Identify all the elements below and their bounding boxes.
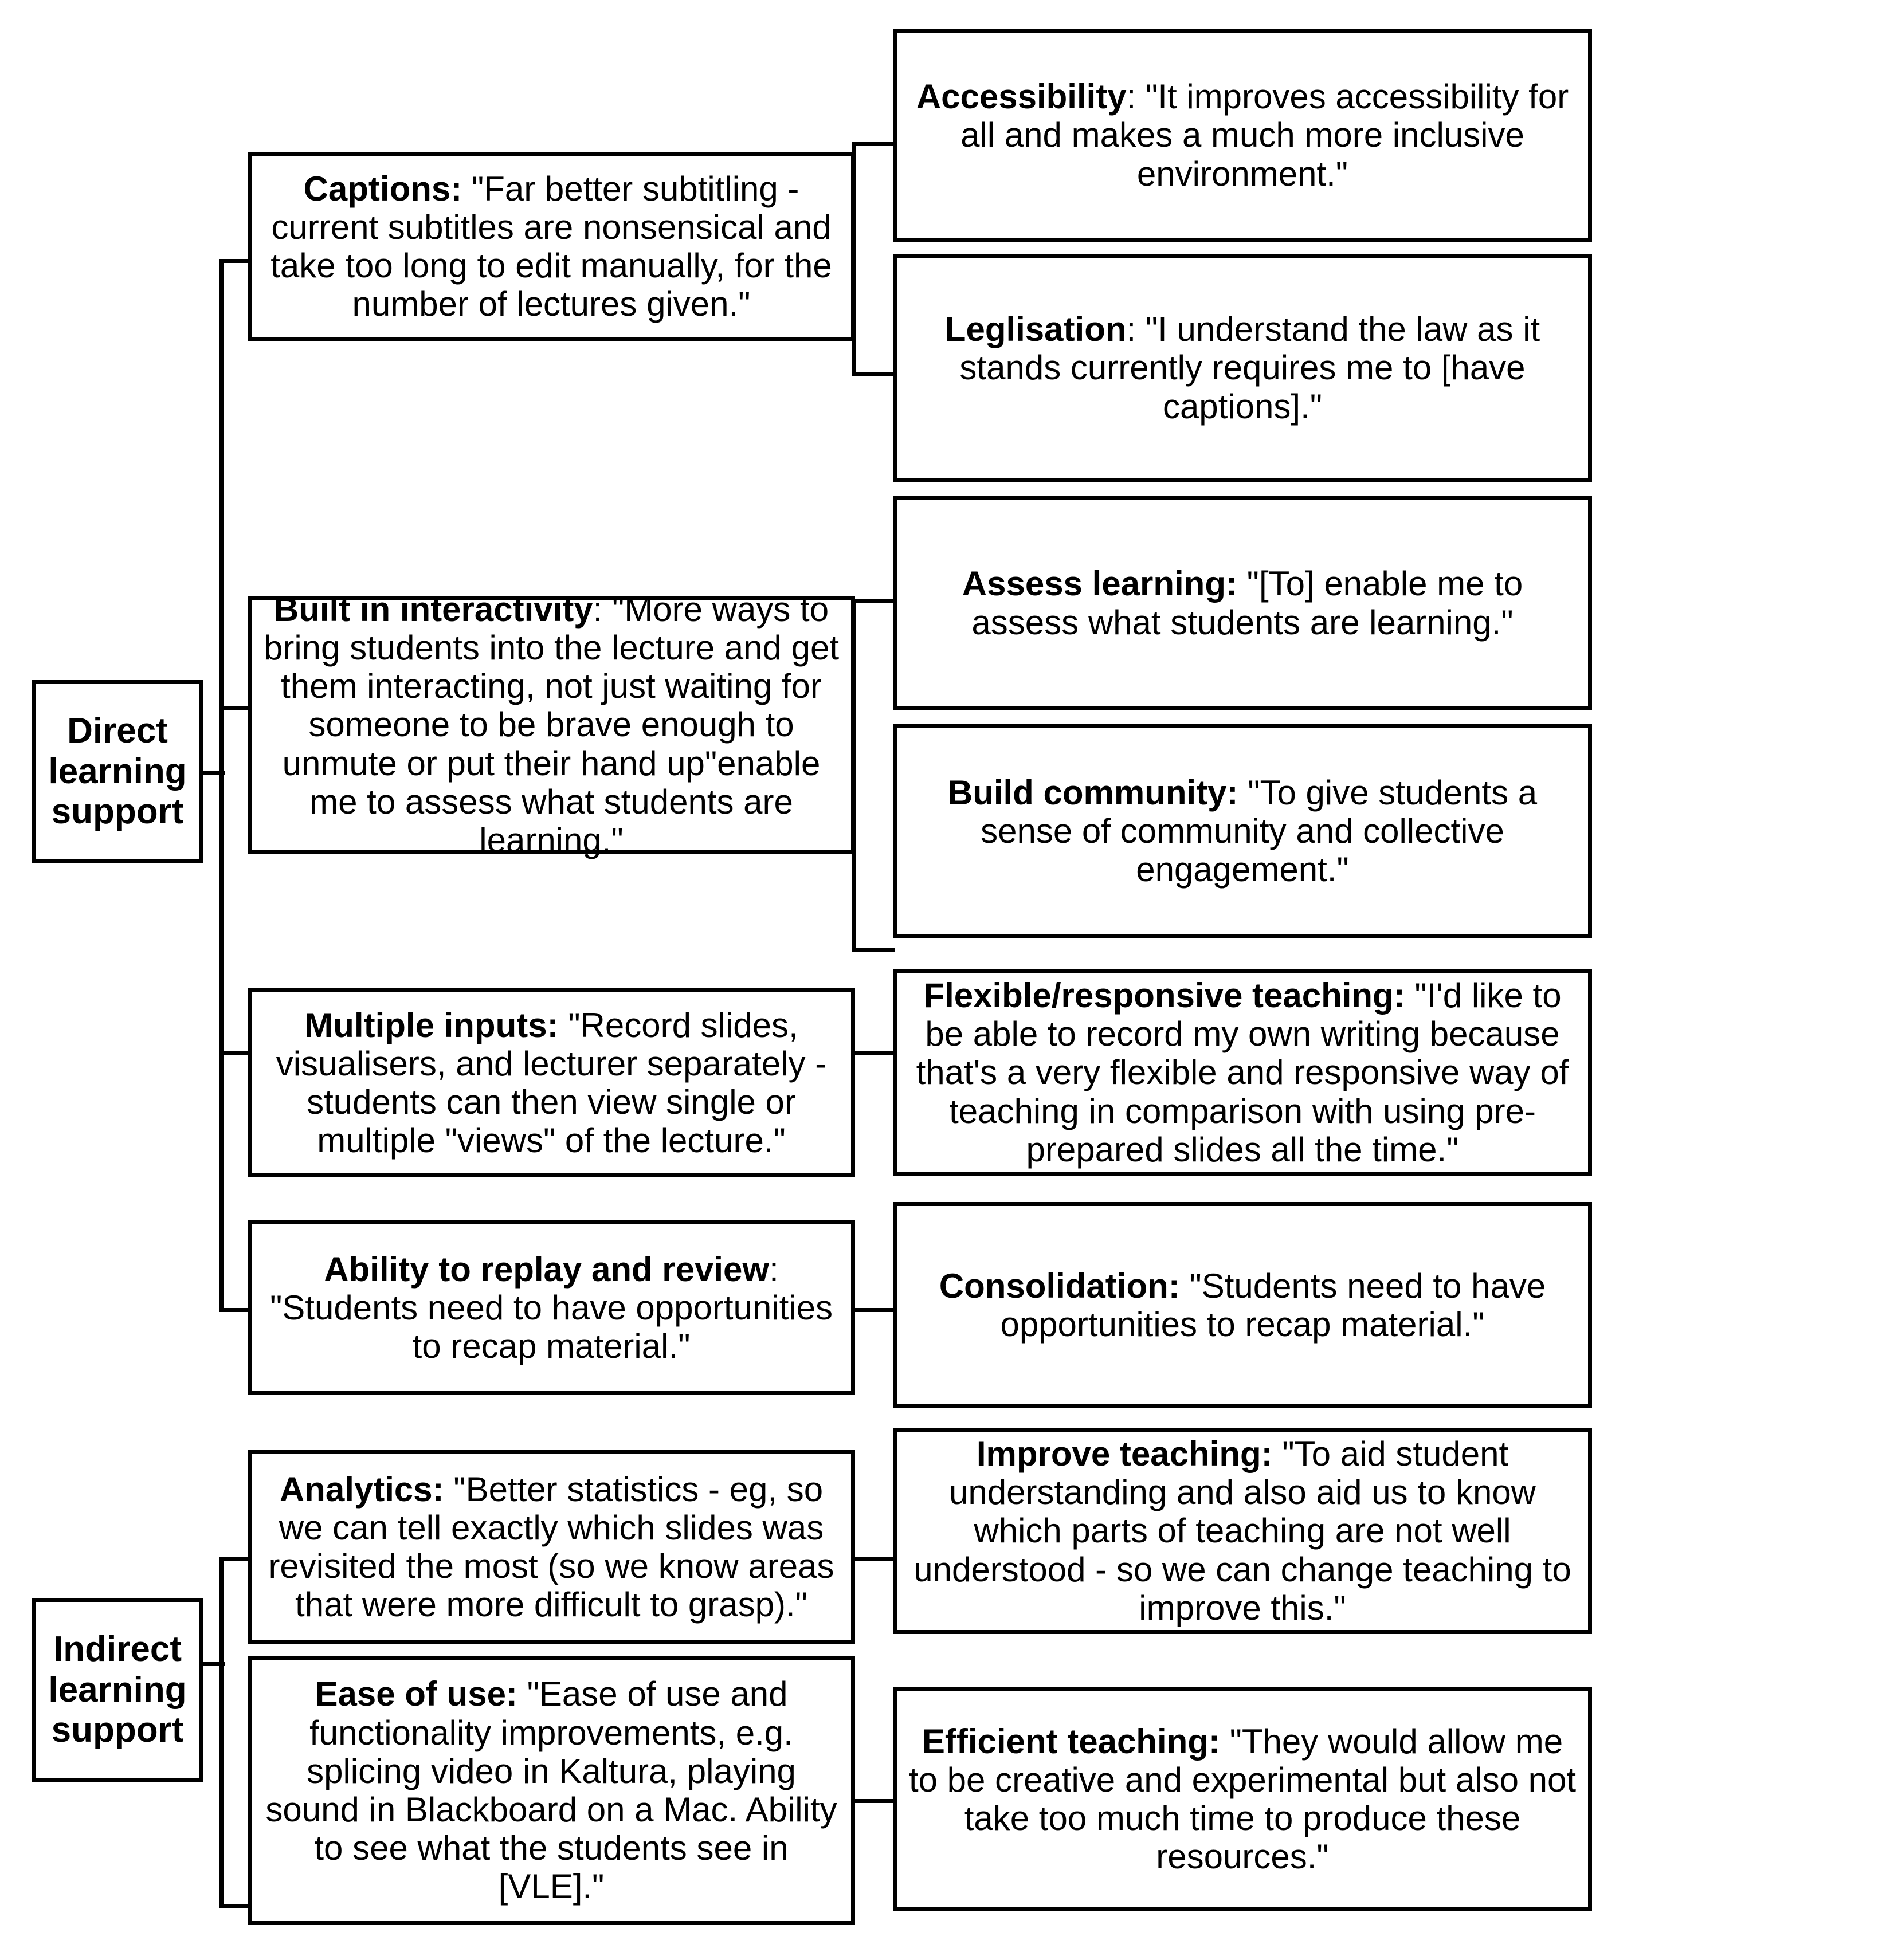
node-captions-text bbox=[260, 170, 843, 324]
root-node-direct-label: Direct learning support bbox=[48, 710, 187, 832]
node-efficient-teaching[interactable] bbox=[893, 1687, 1592, 1911]
node-improve-teaching[interactable] bbox=[893, 1428, 1592, 1634]
node-multiple-inputs-quote: "Record slides, visualisers, and lecturer separately - students can then view single or multiple "views" of the lecture." bbox=[276, 1005, 827, 1160]
node-ease-of-use-label: Ease of use: bbox=[315, 1675, 517, 1714]
connector-direct-to-captions bbox=[219, 259, 251, 263]
connector-interactivity-to-community bbox=[852, 948, 895, 952]
node-consolidation-label: Consolidation: bbox=[939, 1266, 1180, 1305]
node-improve-teaching-text bbox=[905, 1435, 1580, 1627]
node-ability-to-replay-and-review-quote: : "Students need to have opportunities to recap material." bbox=[269, 1250, 833, 1366]
node-build-community-label: Build community: bbox=[947, 773, 1238, 812]
node-build-community-quote: "To give students a sense of community and collective engagement." bbox=[981, 773, 1538, 889]
node-consolidation-text bbox=[905, 1267, 1580, 1344]
node-leglisation[interactable] bbox=[893, 254, 1592, 482]
node-ease-of-use[interactable] bbox=[248, 1656, 855, 1925]
node-accessibility-quote: : "It improves accessibility for all and makes a much more inclusive environment." bbox=[960, 77, 1569, 193]
node-ability-to-replay-and-review-text bbox=[260, 1250, 843, 1366]
node-leglisation-quote: : "I understand the law as it stands currently requires me to [have captions]." bbox=[959, 310, 1540, 426]
node-ease-of-use-quote: "Ease of use and functionality improvements, e.g. splicing video in Kaltura, playing sound in Blackboard on a Mac. Ability to see what the students see in [VLE]." bbox=[265, 1675, 837, 1906]
connector-captions-to-leglisation bbox=[852, 372, 895, 376]
connector-interactivity-to-assess bbox=[852, 599, 895, 603]
root-node-indirect-label: Indirect learning support bbox=[48, 1629, 187, 1750]
node-captions[interactable] bbox=[248, 152, 855, 341]
connector-captions-to-accessibility bbox=[852, 142, 895, 146]
node-accessibility[interactable] bbox=[893, 29, 1592, 242]
connector-indirect-stub bbox=[202, 1662, 225, 1666]
node-ease-of-use-text bbox=[260, 1675, 843, 1906]
node-improve-teaching-label: Improve teaching: bbox=[976, 1435, 1273, 1474]
node-analytics-quote: "Better statistics - eg, so we can tell exactly which slides was revisited the most (so we know areas that were more difficult to grasp)." bbox=[268, 1470, 834, 1624]
node-built-in-interactivity-text bbox=[260, 590, 843, 859]
node-built-in-interactivity-quote: : "More ways to bring students into the lecture and get them interacting, not just waiting for someone to be brave enough to unmute or put their hand up"enable me to assess what students are learning." bbox=[263, 590, 839, 859]
node-accessibility-label: Accessibility bbox=[916, 77, 1127, 116]
node-flexible-responsive-teaching-label: Flexible/responsive teaching: bbox=[923, 976, 1405, 1015]
connector-direct-stub bbox=[202, 771, 225, 775]
node-built-in-interactivity-label: Built in interactivity bbox=[273, 590, 593, 629]
connector-direct-to-interactivity bbox=[219, 706, 251, 710]
node-efficient-teaching-quote: "They would allow me to be creative and experimental but also not take too much time to produce these resources." bbox=[908, 1722, 1577, 1876]
connector-direct-to-multiple-inputs bbox=[219, 1051, 251, 1055]
node-flexible-responsive-teaching-quote: "I'd like to be able to record my own writing because that's a very flexible and responsive way of teaching in comparison with using pre-prepared slides all the time." bbox=[916, 976, 1569, 1169]
node-analytics-label: Analytics: bbox=[279, 1470, 444, 1509]
connector-indirect-to-analytics bbox=[219, 1557, 251, 1561]
root-node-indirect-learning-support[interactable] bbox=[32, 1598, 203, 1782]
node-multiple-inputs-text bbox=[260, 1006, 843, 1160]
node-ability-to-replay-and-review[interactable] bbox=[248, 1220, 855, 1395]
node-built-in-interactivity[interactable] bbox=[248, 590, 855, 859]
node-build-community-text bbox=[905, 773, 1580, 889]
node-assess-learning[interactable] bbox=[893, 496, 1592, 710]
node-flexible-responsive-teaching[interactable] bbox=[893, 969, 1592, 1176]
connector-direct-to-replay bbox=[219, 1308, 251, 1312]
connector-indirect-trunk bbox=[219, 1557, 224, 1908]
node-flexible-responsive-teaching-text bbox=[905, 976, 1580, 1169]
node-improve-teaching-quote: "To aid student understanding and also aid us to know which parts of teaching are not well understood - so we can change teaching to improve this." bbox=[913, 1435, 1571, 1627]
root-node-direct-learning-support[interactable] bbox=[32, 680, 203, 863]
node-analytics-text bbox=[260, 1470, 843, 1624]
node-build-community[interactable] bbox=[893, 724, 1592, 938]
node-consolidation-quote: "Students need to have opportunities to recap material." bbox=[1000, 1266, 1546, 1344]
node-consolidation[interactable] bbox=[893, 1202, 1592, 1408]
node-captions-quote: "Far better subtitling - current subtitles are nonsensical and take too long to edit manually, for the number of lectures given." bbox=[270, 169, 832, 324]
node-accessibility-text bbox=[905, 77, 1580, 193]
node-ability-to-replay-and-review-label: Ability to replay and review bbox=[324, 1250, 770, 1289]
node-multiple-inputs-label: Multiple inputs: bbox=[304, 1005, 559, 1044]
node-captions-label: Captions: bbox=[303, 169, 462, 208]
connector-direct-trunk bbox=[219, 259, 224, 1312]
node-multiple-inputs[interactable] bbox=[248, 988, 855, 1177]
connector-indirect-to-ease-of-use bbox=[219, 1904, 251, 1908]
node-efficient-teaching-label: Efficient teaching: bbox=[922, 1722, 1220, 1761]
node-leglisation-text bbox=[905, 310, 1580, 426]
node-assess-learning-quote: "[To] enable me to assess what students are learning." bbox=[971, 564, 1523, 642]
node-leglisation-label: Leglisation bbox=[944, 310, 1127, 349]
node-efficient-teaching-text bbox=[905, 1722, 1580, 1876]
node-assess-learning-text bbox=[905, 564, 1580, 641]
node-analytics[interactable] bbox=[248, 1450, 855, 1644]
node-assess-learning-label: Assess learning: bbox=[962, 564, 1237, 603]
